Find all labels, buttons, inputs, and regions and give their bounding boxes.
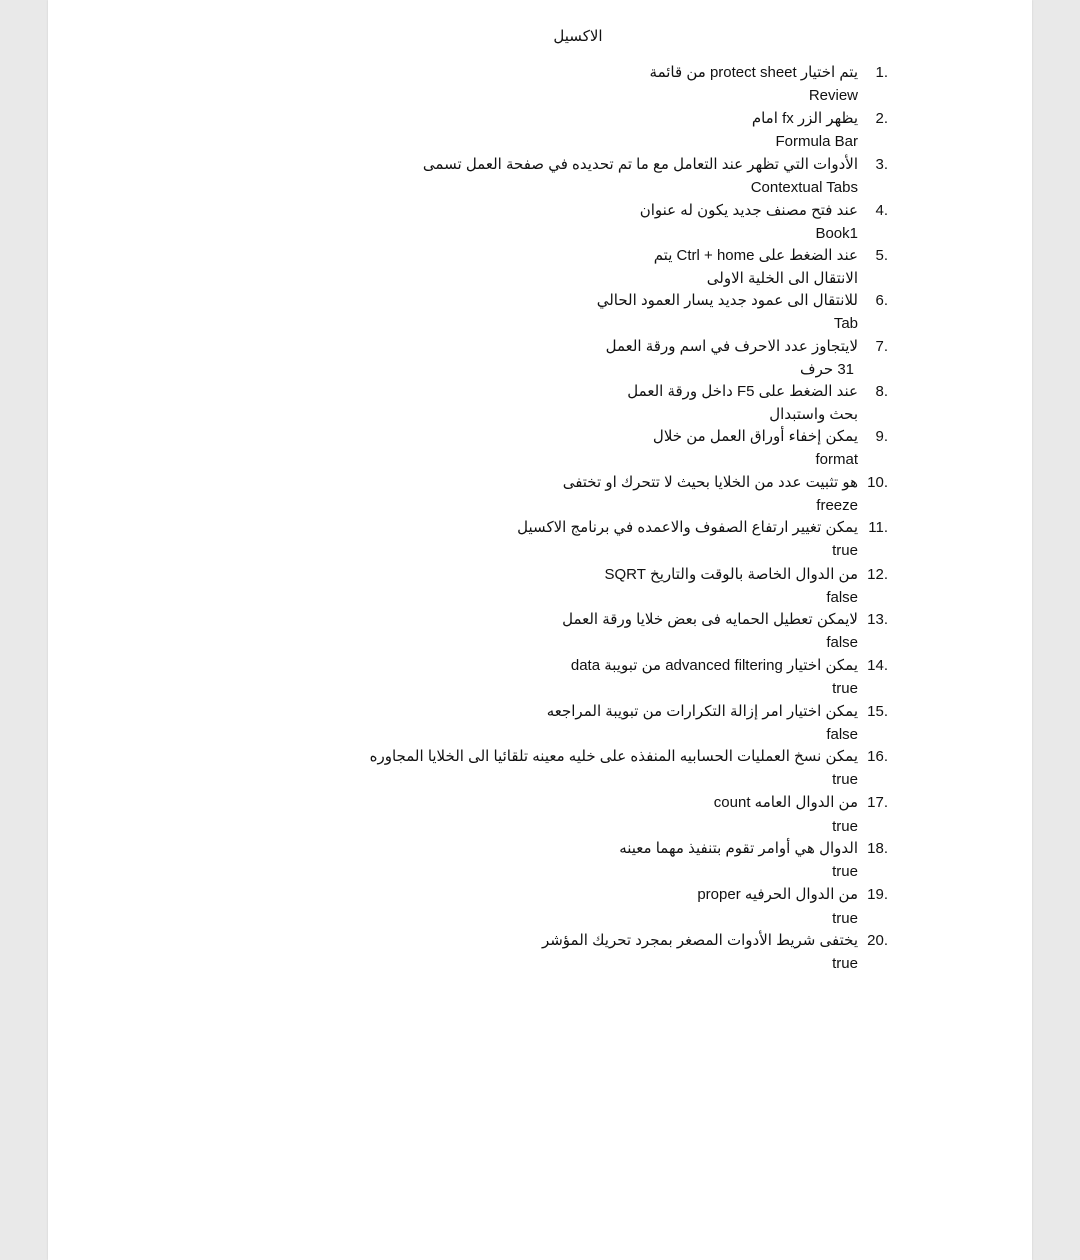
- list-item: [338, 884, 888, 930]
- item-number: 2.: [875, 110, 888, 127]
- item-answer: بحث واستبدال: [769, 406, 858, 423]
- item-answer: freeze: [816, 497, 858, 514]
- list-item: [338, 564, 888, 610]
- list-item: [338, 609, 888, 655]
- list-item: [338, 381, 888, 427]
- item-number: 17.: [867, 794, 888, 811]
- item-number: 12.: [867, 566, 888, 583]
- item-question: يمكن اختيار advanced filtering من تبويبة data: [570, 657, 858, 674]
- item-question: يمكن اختيار امر إزالة التكرارات من تبويبة المراجعه: [546, 703, 858, 720]
- item-answer: Book1: [815, 225, 858, 242]
- list-item: [338, 245, 888, 291]
- item-question: من الدوال العامه count: [713, 794, 858, 811]
- list-item: [338, 200, 888, 246]
- item-question: يظهر الزر fx امام: [751, 110, 858, 127]
- item-question: لايتجاوز عدد الاحرف في اسم ورقة العمل: [605, 338, 858, 355]
- item-number: 4.: [875, 202, 888, 219]
- list-item: [338, 701, 888, 747]
- item-answer: format: [815, 451, 858, 468]
- item-question: عند فتح مصنف جديد يكون له عنوان: [639, 202, 858, 219]
- item-answer: Formula Bar: [775, 133, 858, 150]
- list-item: [338, 746, 888, 792]
- item-question: عند الضغط على Ctrl + home يتم: [653, 247, 858, 264]
- item-answer: true: [832, 542, 858, 559]
- list-item: [338, 62, 888, 108]
- item-number: 6.: [875, 292, 888, 309]
- item-number: 5.: [875, 247, 888, 264]
- list-item: [338, 517, 888, 563]
- item-answer: true: [832, 771, 858, 788]
- list-item: [338, 108, 888, 154]
- item-number: 11.: [868, 519, 888, 536]
- item-question: من الدوال الخاصة بالوقت والتاريخ SQRT: [604, 566, 858, 583]
- item-answer: true: [832, 863, 858, 880]
- item-question: يختفى شريط الأدوات المصغر بمجرد تحريك المؤشر: [541, 932, 858, 949]
- item-number: 15.: [867, 703, 888, 720]
- item-number: 1.: [875, 64, 888, 81]
- item-number: 14.: [867, 657, 888, 674]
- item-question: يمكن نسخ العمليات الحسابيه المنفذه على خليه معينه تلقائيا الى الخلايا المجاوره: [369, 748, 858, 765]
- item-answer: true: [832, 955, 858, 972]
- item-answer: Review: [808, 87, 858, 104]
- document-page: [48, 0, 1032, 1260]
- item-number: 13.: [867, 611, 888, 628]
- item-number: 16.: [867, 748, 888, 765]
- list-item: [338, 426, 888, 472]
- item-number: 19.: [867, 886, 888, 903]
- list-item: [338, 472, 888, 518]
- item-question: لايمكن تعطيل الحمايه فى بعض خلايا ورقة العمل: [562, 611, 858, 628]
- item-number: 20.: [867, 932, 888, 949]
- item-question: يمكن تغيير ارتفاع الصفوف والاعمده في برنامج الاكسيل: [517, 519, 858, 536]
- item-answer: 31 حرف: [800, 361, 854, 378]
- item-question: يمكن إخفاء أوراق العمل من خلال: [652, 428, 858, 445]
- item-answer: false: [826, 634, 858, 651]
- list-item: [338, 290, 888, 336]
- item-question: هو تثبيت عدد من الخلايا بحيث لا تتحرك او تختفى: [562, 474, 858, 491]
- item-answer: Tab: [833, 315, 858, 332]
- list-item: [338, 154, 888, 200]
- document-title: الاكسيل: [553, 28, 603, 45]
- item-number: 18.: [867, 840, 888, 857]
- item-answer: true: [832, 680, 858, 697]
- item-number: 9.: [875, 428, 888, 445]
- list-item: [338, 930, 888, 976]
- item-answer: false: [826, 726, 858, 743]
- list-item: [338, 655, 888, 701]
- list-item: [338, 336, 888, 382]
- item-number: 7.: [875, 338, 888, 355]
- item-answer: Contextual Tabs: [750, 179, 858, 196]
- item-answer: true: [832, 818, 858, 835]
- list-item: [338, 838, 888, 884]
- item-question: يتم اختيار protect sheet من قائمة: [649, 64, 858, 81]
- item-question: الأدوات التي تظهر عند التعامل مع ما تم تحديده في صفحة العمل تسمى: [422, 156, 858, 173]
- item-question: الدوال هي أوامر تقوم بتنفيذ مهما معينه: [619, 840, 858, 857]
- item-question: من الدوال الحرفيه proper: [697, 886, 858, 903]
- item-number: 8.: [875, 383, 888, 400]
- item-question: للانتقال الى عمود جديد يسار العمود الحالي: [596, 292, 858, 309]
- item-number: 10.: [867, 474, 888, 491]
- item-answer: true: [832, 910, 858, 927]
- item-answer: false: [826, 589, 858, 606]
- item-answer: الانتقال الى الخلية الاولى: [706, 270, 858, 287]
- item-question: عند الضغط على F5 داخل ورقة العمل: [627, 383, 858, 400]
- item-number: 3.: [875, 156, 888, 173]
- list-item: [338, 792, 888, 838]
